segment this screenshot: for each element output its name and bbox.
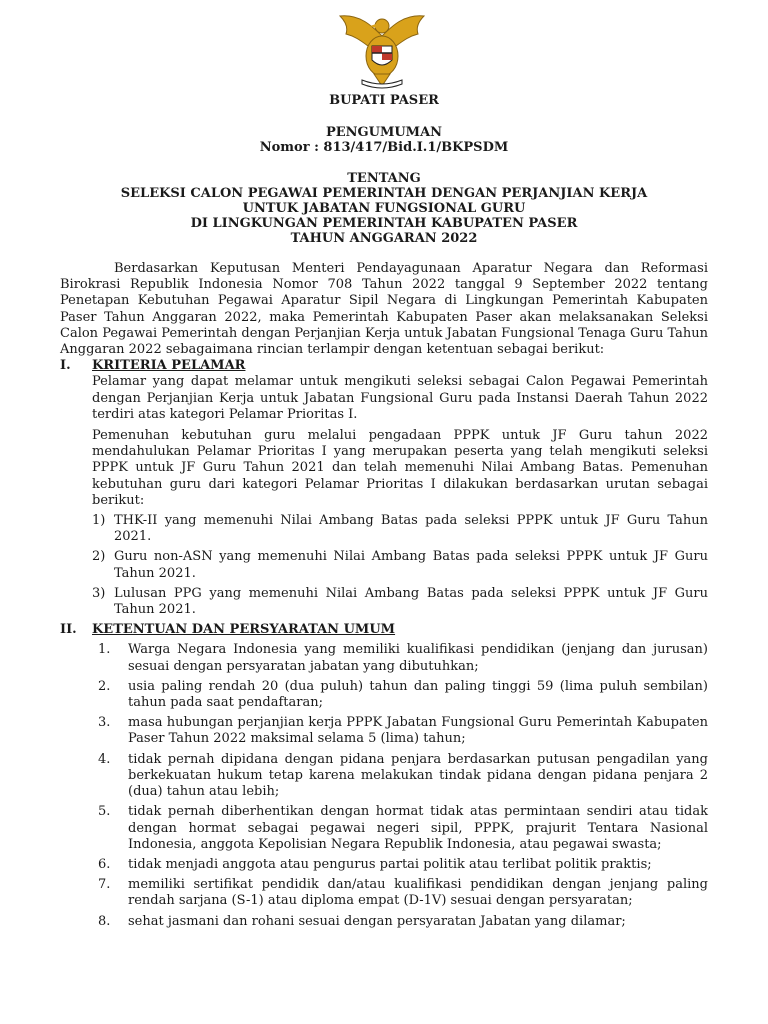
list-item: 3. masa hubungan perjanjian kerja PPPK Jabatan Fungsional Guru Pemerintah Kabupaten Paser Tahun 2022 maksimal selama 5 (lima) tahun;	[98, 715, 708, 747]
list-item: 1) THK-II yang memenuhi Nilai Ambang Batas pada seleksi PPPK untuk JF Guru Tahun 2021.	[92, 513, 708, 545]
section-1-paragraph: Pelamar yang dapat melamar untuk mengikuti seleksi sebagai Calon Pegawai Pemerintah dengan Perjanjian Kerja untuk Jabatan Fungsional Guru pada Instansi Daerah Tahun 2022 terdiri atas kategori Pelamar Prioritas I.	[92, 374, 708, 422]
list-item: 2) Guru non-ASN yang memenuhi Nilai Ambang Batas pada seleksi PPPK untuk JF Guru Tahun 2021.	[92, 549, 708, 581]
list-item: 1. Warga Negara Indonesia yang memiliki kualifikasi pendidikan (jenjang dan jurusan) sesuai dengan persyaratan jabatan yang dibutuhkan;	[98, 642, 708, 674]
criteria-list	[92, 513, 708, 618]
requirements-list	[98, 642, 708, 929]
list-item: 5. tidak pernah diberhentikan dengan hormat tidak atas permintaan sendiri atau tidak dengan hormat sebagai pegawai negeri sipil, PPPK, prajurit Tentara Nasional Indonesia, anggota Kepolisian Negara Republik Indonesia, atau pegawai swasta;	[98, 804, 708, 852]
document-body	[60, 261, 708, 934]
title-line: SELEKSI CALON PEGAWAI PEMERINTAH DENGAN PERJANJIAN KERJA	[120, 186, 648, 201]
doc-number: Nomor : 813/417/Bid.I.1/BKPSDM	[259, 140, 509, 155]
intro-paragraph: Berdasarkan Keputusan Menteri Pendayagunaan Aparatur Negara dan Reformasi Birokrasi Republik Indonesia Nomor 708 Tahun 2022 tanggal 9 September 2022 tentang Penetapan Kebutuhan Pegawai Aparatur Sipil Negara di Lingkungan Pemerintah Kabupaten Paser Tahun Anggaran 2022, maka Pemerintah Kabupaten Paser akan melaksanakan Seleksi Calon Pegawai Pemerintah dengan Perjanjian Kerja untuk Jabatan Fungsional Tenaga Guru Tahun Anggaran 2022 sebagaimana rincian terlampir dengan ketentuan sebagai berikut:	[60, 261, 708, 358]
garuda-emblem-icon	[334, 6, 430, 90]
title-line: TAHUN ANGGARAN 2022	[290, 231, 478, 246]
doc-type: PENGUMUMAN	[325, 125, 443, 140]
subject-heading	[0, 171, 768, 246]
title-line: DI LINGKUNGAN PEMERINTAH KABUPATEN PASER	[190, 216, 578, 231]
title-line: UNTUK JABATAN FUNGSIONAL GURU	[242, 201, 526, 216]
list-item: 4. tidak pernah dipidana dengan pidana penjara berdasarkan putusan pengadilan yang berkekuatan hukum tetap karena melakukan tindak pidana dengan pidana penjara 2 (dua) tahun atau lebih;	[98, 751, 708, 800]
authority-heading: BUPATI PASER	[329, 93, 439, 108]
list-item: 8. sehat jasmani dan rohani sesuai dengan persyaratan Jabatan yang dilamar;	[98, 913, 626, 929]
section-1-heading: I. KRITERIA PELAMAR	[60, 358, 246, 374]
section-2-heading: II. KETENTUAN DAN PERSYARATAN UMUM	[60, 622, 396, 638]
section-1-paragraph: Pemenuhan kebutuhan guru melalui pengadaan PPPK untuk JF Guru tahun 2022 mendahulukan Pelamar Prioritas I yang merupakan peserta yang telah mengikuti seleksi PPPK untuk JF Guru Tahun 2021 dan telah memenuhi Nilai Ambang Batas. Pemenuhan kebutuhan guru dari kategori Pelamar Prioritas I dilakukan berdasarkan urutan sebagai berikut:	[92, 428, 708, 508]
list-item: 6. tidak menjadi anggota atau pengurus partai politik atau terlibat politik praktis;	[98, 856, 652, 872]
list-item: 3) Lulusan PPG yang memenuhi Nilai Ambang Batas pada seleksi PPPK untuk JF Guru Tahun 2021.	[92, 585, 708, 618]
list-item: 2. usia paling rendah 20 (dua puluh) tahun dan paling tinggi 59 (lima puluh sembilan) tahun pada saat pendaftaran;	[98, 678, 708, 711]
announcement-heading	[0, 125, 768, 155]
about-label: TENTANG	[347, 171, 421, 186]
list-item: 7. memiliki sertifikat pendidik dan/atau kualifikasi pendidikan dengan jenjang paling rendah sarjana (S-1) atau diploma empat (D-1V) sesuai dengan persyaratan;	[98, 877, 708, 909]
